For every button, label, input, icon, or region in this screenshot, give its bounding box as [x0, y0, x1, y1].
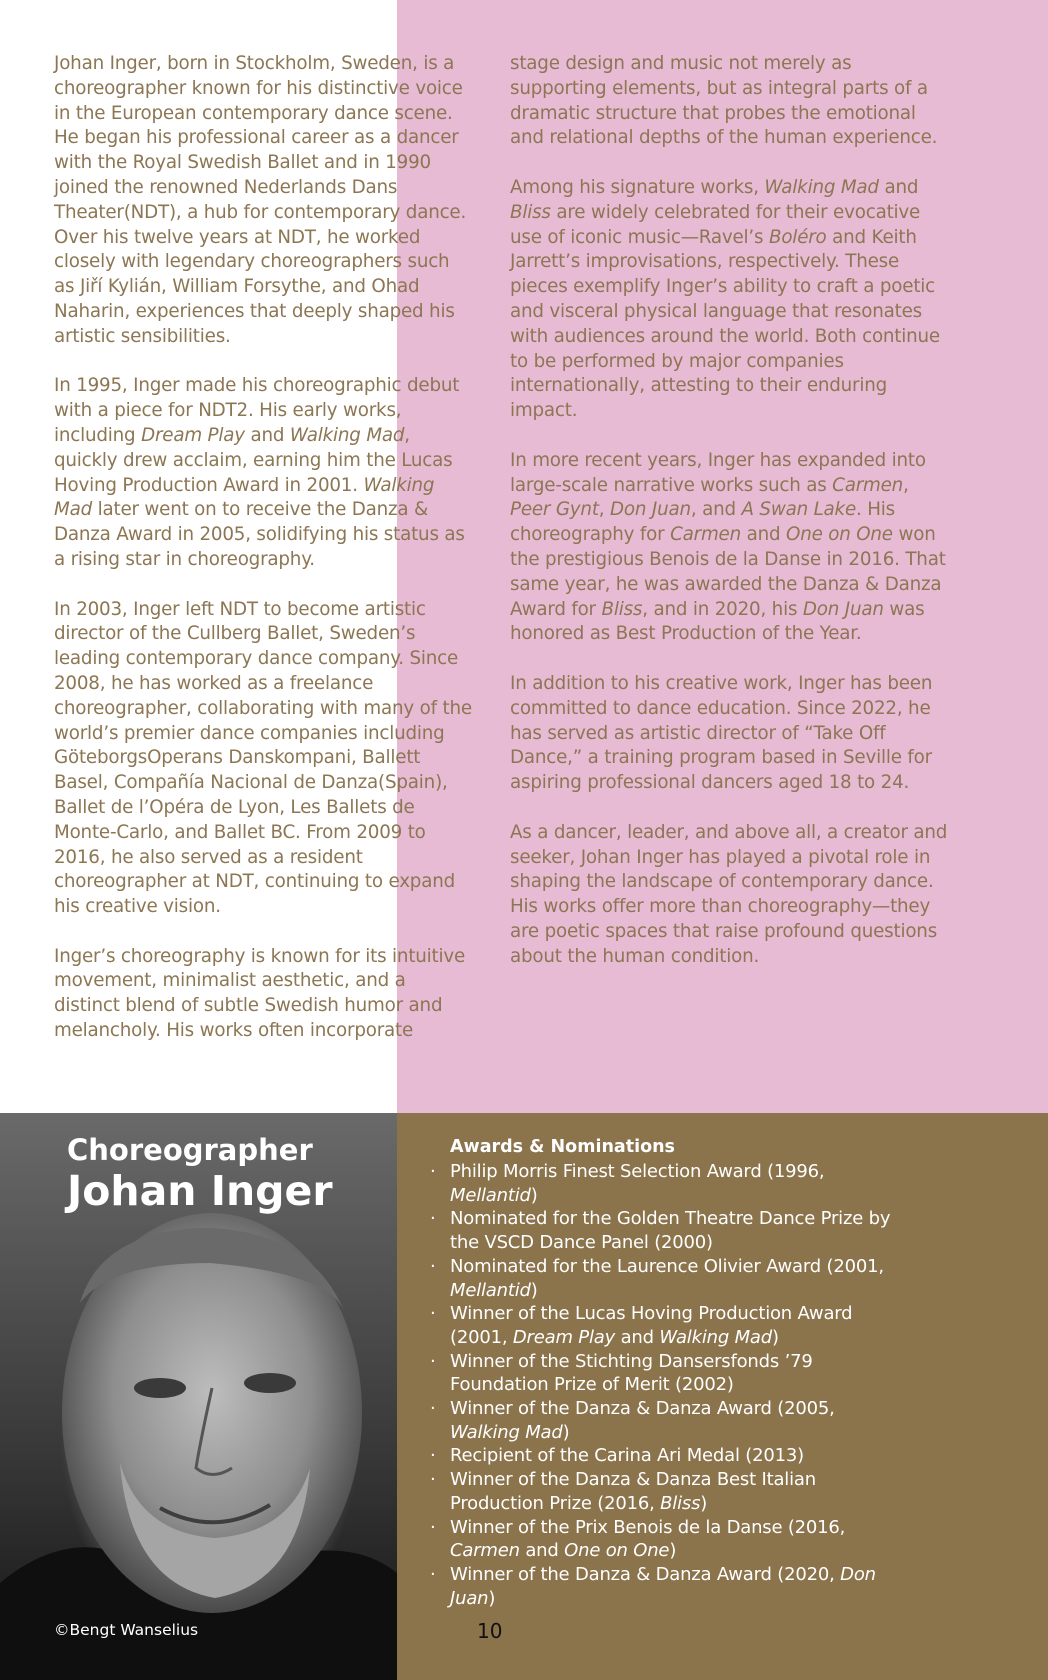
- award-item: · Winner of the Danza & Danza Award (2020, Don Juan): [430, 1563, 900, 1610]
- profile-role: Choreographer: [67, 1133, 313, 1167]
- biography-left-column: [54, 52, 474, 1069]
- page-number: 10: [477, 1619, 503, 1643]
- award-item: · Winner of the Danza & Danza Award (2005, Walking Mad): [430, 1397, 900, 1444]
- award-item: · Recipient of the Carina Ari Medal (2013): [430, 1444, 900, 1468]
- awards-panel: [397, 1113, 1048, 1680]
- award-item: · Winner of the Danza & Danza Best Italian Production Prize (2016, Bliss): [430, 1468, 900, 1515]
- bio-paragraph: As a dancer, leader, and above all, a creator and seeker, Johan Inger has played a pivotal role in shaping the landscape of contemporary dance. His works offer more than choreography—they are poetic spaces that raise profound questions about the human condition.: [510, 821, 948, 967]
- award-item: · Winner of the Lucas Hoving Production Award (2001, Dream Play and Walking Mad): [430, 1302, 900, 1349]
- profile-name: Johan Inger: [67, 1167, 333, 1215]
- award-item: · Philip Morris Finest Selection Award (1996, Mellantid): [430, 1160, 900, 1207]
- awards-title: Awards & Nominations: [450, 1137, 675, 1157]
- bio-paragraph: In more recent years, Inger has expanded into large-scale narrative works such as Carmen, Peer Gynt, Don Juan, and A Swan Lake. His choreography for Carmen and One on One won the prestigious Benois de la Danse in 2016. That same year, he was awarded the Danza & Danza Award for Bliss, and in 2020, his Don Juan was honored as Best Production of the Year.: [510, 449, 946, 645]
- profile-title: [67, 1133, 333, 1215]
- biography-right-column: [510, 52, 950, 994]
- bio-paragraph: Johan Inger, born in Stockholm, Sweden, is a choreographer known for his distinctive voice in the European contemporary dance scene. He began his professional career as a dancer with the Royal Swedish Ballet and in 1990 joined the renowned Nederlands Dans Theater(NDT), a hub for contemporary dance. Over his twelve years at NDT, he worked closely with legendary choreographers such as Jiří Kylián, William Forsythe, and Ohad Naharin, experiences that deeply shaped his artistic sensibilities.: [54, 53, 467, 347]
- bio-paragraph: Among his signature works, Walking Mad and Bliss are widely celebrated for their evocative use of iconic music—Ravel’s Boléro and Keith Jarrett’s improvisations, respectively. These pieces exemplify Inger’s ability to craft a poetic and visceral physical language that resonates with audiences around the world. Both continue to be performed by major companies internationally, attesting to their enduring impact.: [510, 176, 940, 422]
- bio-paragraph: Inger’s choreography is known for its intuitive movement, minimalist aesthetic, and a distinct blend of subtle Swedish humor and melancholy. His works often incorporate: [54, 945, 466, 1042]
- award-item: · Winner of the Stichting Dansersfonds ’79 Foundation Prize of Merit (2002): [430, 1350, 900, 1397]
- award-item: · Winner of the Prix Benois de la Danse (2016, Carmen and One on One): [430, 1516, 900, 1563]
- bio-paragraph: In 1995, Inger made his choreographic debut with a piece for NDT2. His early works, including Dream Play and Walking Mad, quickly drew acclaim, earning him the Lucas Hoving Production Award in 2001. Walking Mad later went on to receive the Danza & Danza Award in 2005, solidifying his status as a rising star in choreography.: [54, 375, 465, 570]
- award-item: · Nominated for the Golden Theatre Dance Prize by the VSCD Dance Panel (2000): [430, 1207, 900, 1254]
- award-item: · Nominated for the Laurence Olivier Award (2001, Mellantid): [430, 1255, 900, 1302]
- bio-paragraph: stage design and music not merely as supporting elements, but as integral parts of a dramatic structure that probes the emotional and relational depths of the human experience.: [510, 53, 938, 149]
- bio-paragraph: In addition to his creative work, Inger has been committed to dance education. Since 2022, he has served as artistic director of “Take Off Dance,” a training program based in Seville for aspiring professional dancers aged 18 to 24.: [510, 672, 933, 794]
- photo-credit: ©Bengt Wanselius: [54, 1621, 199, 1639]
- awards-list: [430, 1160, 900, 1610]
- bio-paragraph: In 2003, Inger left NDT to become artistic director of the Cullberg Ballet, Sweden’s leading contemporary dance company. Since 2008, he has worked as a freelance choreographer, collaborating with many of the world’s premier dance companies including GöteborgsOperans Danskompani, Ballett Basel, Compañía Nacional de Danza(Spain), Ballet de l’Opéra de Lyon, Les Ballets de Monte-Carlo, and Ballet BC. From 2009 to 2016, he also served as a resident choreographer at NDT, continuing to expand his creative vision.: [54, 598, 472, 918]
- portrait-photo-panel: [0, 1113, 397, 1680]
